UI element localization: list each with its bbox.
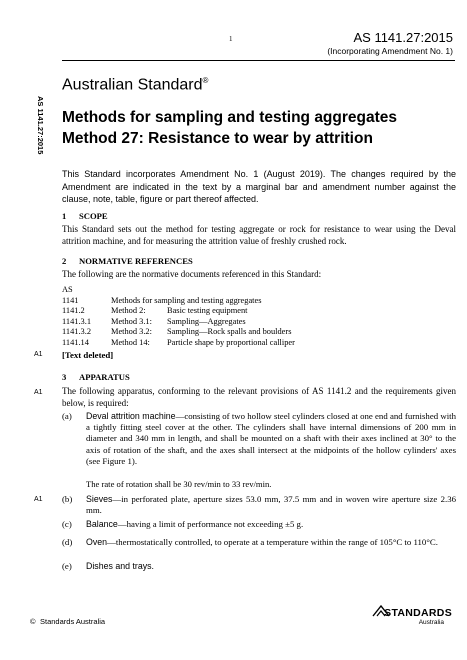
rotation-rate: The rate of rotation shall be 30 rev/min to 33 rev/min. (86, 479, 272, 489)
ref-title: Sampling—Aggregates (167, 316, 246, 326)
ref-method: Method 3.1: (111, 316, 152, 326)
apparatus-item (62, 494, 456, 516)
scope-heading-text: SCOPE (79, 211, 108, 221)
item-text: —having a limit of performance not exceeding ±5 g. (117, 519, 304, 529)
copyright-text: Standards Australia (40, 617, 106, 626)
amendment-marker: A1 (34, 496, 43, 503)
copyright-symbol: © (30, 617, 36, 626)
apparatus-item (62, 411, 456, 467)
ref-title: Particle shape by proportional calliper (167, 337, 295, 347)
reference-org: AS (62, 285, 73, 294)
scope-num: 1 (62, 211, 67, 221)
reference-item (62, 296, 295, 307)
item-text: —in perforated plate, aperture sizes 53.0 mm, 37.5 mm and in woven wire aperture size 2.36 mm. (86, 494, 456, 516)
reference-item (62, 317, 295, 328)
ref-code: 1141 (62, 295, 79, 305)
apparatus-item (62, 537, 456, 548)
ref-title: Methods for sampling and testing aggregates (111, 295, 262, 305)
item-label: (c) (62, 519, 72, 529)
standards-australia-logo (372, 607, 452, 631)
apparatus-item (62, 561, 456, 572)
reference-item (62, 338, 295, 349)
document-title-line1: Methods for sampling and testing aggregates (62, 109, 398, 126)
item-label: (a) (62, 411, 72, 421)
scope-text: This Standard sets out the method for testing aggregate or rock for resistance to wear using the Deval attrition machine, and for measuring the attrition value of freshly crushed rock. (62, 224, 456, 246)
apparatus-num: 3 (62, 372, 67, 382)
apparatus-heading-text: APPARATUS (79, 372, 130, 382)
header-rule (62, 60, 455, 61)
series-title (62, 76, 208, 94)
standard-number: AS 1141.27:2015 (353, 30, 453, 45)
apparatus-item (62, 519, 456, 530)
normative-num: 2 (62, 256, 67, 266)
series-title-text: Australian Standard (62, 76, 203, 94)
ref-method: Method 2: (111, 306, 146, 316)
copyright (30, 617, 105, 626)
item-term: Balance (86, 519, 118, 529)
ref-title: Sampling—Rock spalls and boulders (167, 327, 292, 337)
ref-code: 1141.2 (62, 306, 85, 316)
logo-sub-text: Australia (418, 619, 444, 626)
item-text: —thermostatically controlled, to operate at a temperature within the range of 105°C to 110°C. (107, 537, 438, 547)
normative-heading-text: NORMATIVE REFERENCES (79, 256, 193, 266)
apparatus-text: The following apparatus, conforming to the relevant provisions of AS 1141.2 and the requirements given below, is required: (62, 386, 456, 408)
amendment-marker: A1 (34, 389, 43, 396)
normative-heading (62, 256, 193, 266)
logo-main-text: STANDARDS (384, 607, 452, 619)
amendment-note: (Incorporating Amendment No. 1) (327, 46, 453, 56)
reference-item (62, 306, 295, 317)
item-text: —consisting of two hollow steel cylinders closed at one end and furnished with a tightly fitting steel cover at the other. The cylinders shall have internal dimensions of 200 mm in diameter and 340 mm in length, and shall be mounted on a shaft with their axes inclined at 30° to the axis of rotation of the shaft, and the axes shall intersect at the midpoints of the hollow cylinders' axes (see Figure 1). (86, 411, 456, 466)
ref-code: 1141.14 (62, 337, 89, 347)
item-term: Dishes and trays. (86, 561, 154, 571)
ref-title: Basic testing equipment (167, 306, 248, 316)
item-label: (d) (62, 537, 73, 547)
item-term: Sieves (86, 494, 113, 504)
scope-heading (62, 211, 108, 221)
item-term: Oven (86, 537, 108, 547)
ref-method: Method 14: (111, 337, 150, 347)
reference-item (62, 327, 295, 338)
ref-code: 1141.3.1 (62, 316, 92, 326)
intro-paragraph: This Standard incorporates Amendment No. 1 (August 2019). The changes required by the Amendment are indicated in the text by a marginal bar and amendment number against the clause, note, table, figure or part thereof affected. (62, 169, 456, 204)
registered-mark: ® (202, 76, 209, 85)
document-title-line2: Method 27: Resistance to wear by attrition (62, 130, 373, 147)
ref-code: 1141.3.2 (62, 327, 92, 337)
item-term: Deval attrition machine (86, 411, 176, 421)
text-deleted: [Text deleted] (62, 350, 114, 360)
reference-list (62, 285, 295, 349)
apparatus-heading (62, 372, 130, 382)
page-number: 1 (229, 35, 233, 43)
item-label: (e) (62, 561, 72, 571)
normative-text: The following are the normative documents referenced in this Standard: (62, 269, 322, 279)
ref-method: Method 3.2: (111, 327, 152, 337)
amendment-marker: A1 (34, 351, 43, 358)
side-code: AS 1141.27:2015 (36, 96, 45, 155)
item-label: (b) (62, 494, 73, 504)
